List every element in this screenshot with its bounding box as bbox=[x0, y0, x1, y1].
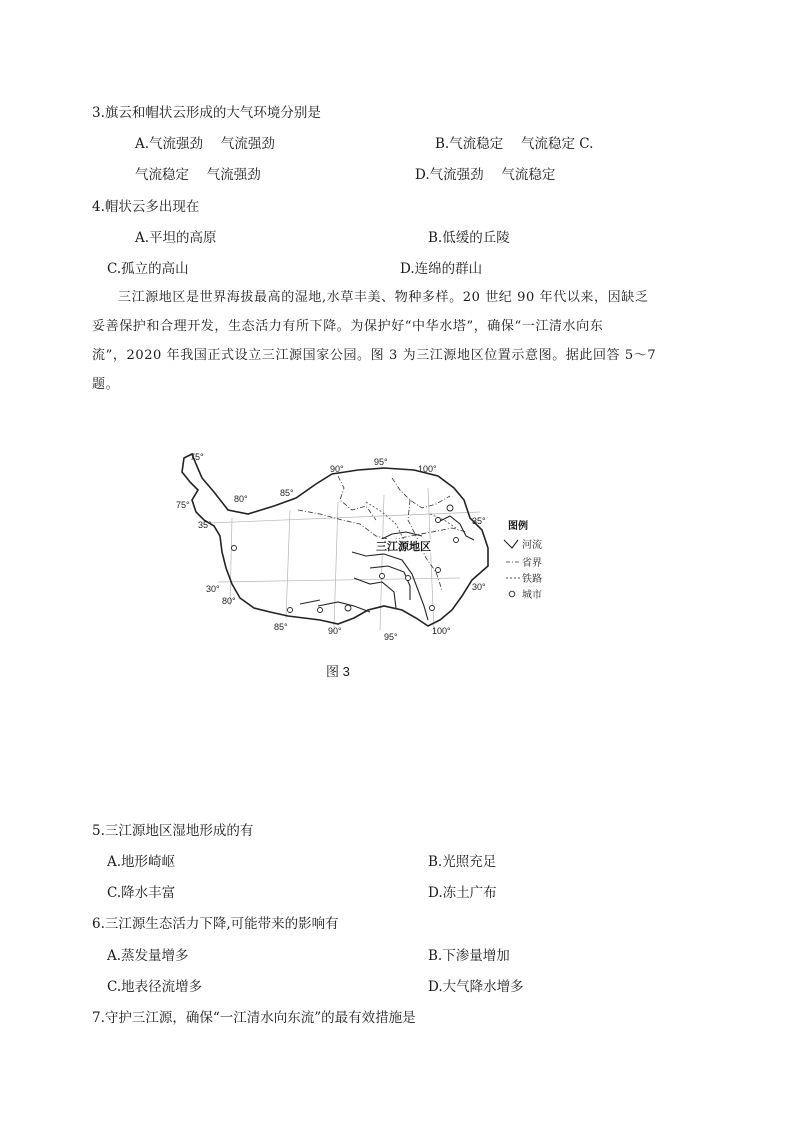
reading-passage bbox=[92, 283, 704, 399]
question-4-option-b: B.低缓的丘陵 bbox=[428, 230, 510, 246]
figure-3-map bbox=[170, 440, 570, 645]
passage-line-2: 妥善保护和合理开发，生态活力有所下降。为保护好“中华水塔”，确保“一江清水向东 bbox=[92, 319, 604, 334]
legend-city: 城市 bbox=[522, 590, 542, 601]
legend-title: 图例 bbox=[508, 521, 528, 532]
legend-city-symbol bbox=[509, 591, 515, 597]
map-svg bbox=[170, 440, 570, 645]
cities bbox=[232, 505, 459, 613]
region-label: 三江源地区 bbox=[376, 540, 431, 553]
legend-river: 河流 bbox=[522, 540, 542, 551]
question-3-option-b: B.气流稳定 气流稳定 C. bbox=[435, 136, 594, 152]
rivers bbox=[300, 516, 474, 620]
lat-label-30-left: 30° bbox=[206, 584, 220, 594]
lon-label-90-top: 90° bbox=[330, 464, 344, 474]
map-legend bbox=[504, 519, 542, 601]
graticule bbox=[210, 488, 480, 632]
lon-label-80-top: 80° bbox=[234, 494, 248, 504]
passage-line-1: 三江源地区是世界海拔最高的湿地,水草丰美、物种多样。20 世纪 90 年代以来，因缺乏 bbox=[118, 290, 649, 305]
question-5-stem: 5.三江源地区湿地形成的有 bbox=[92, 823, 254, 839]
question-6-option-b: B.下渗量增加 bbox=[428, 948, 510, 964]
question-3-option-c: 气流稳定 气流强劲 bbox=[135, 167, 261, 183]
question-6-stem: 6.三江源生态活力下降,可能带来的影响有 bbox=[92, 916, 339, 932]
question-6-option-d: D.大气降水增多 bbox=[428, 979, 524, 995]
question-3-stem: 3.旗云和帽状云形成的大气环境分别是 bbox=[92, 105, 321, 121]
lon-label-95-bottom: 95° bbox=[384, 632, 398, 642]
question-7-stem: 7.守护三江源，确保“一江清水向东流”的最有效措施是 bbox=[92, 1010, 416, 1026]
lon-label-85-top: 85° bbox=[280, 488, 294, 498]
question-4-option-c: C.孤立的高山 bbox=[107, 261, 189, 277]
passage-line-4: 题。 bbox=[92, 377, 120, 392]
lat-label-35-right: 35° bbox=[472, 516, 486, 526]
lon-label-90-bottom: 90° bbox=[328, 626, 342, 636]
lon-label-95-top: 95° bbox=[374, 457, 388, 467]
passage-line-3: 流”，2020 年我国正式设立三江源国家公园。图 3 为三江源地区位置示意图。据此回答 5～7 bbox=[92, 348, 657, 363]
lon-label-100-bottom: 100° bbox=[432, 626, 451, 636]
question-3-option-a: A.气流强劲 气流强劲 bbox=[135, 136, 275, 152]
lat-label-35-left: 35° bbox=[198, 520, 212, 530]
question-6-option-a: A.蒸发量增多 bbox=[107, 948, 189, 964]
question-5-option-d: D.冻土广布 bbox=[428, 885, 497, 901]
legend-river-symbol bbox=[504, 540, 518, 548]
legend-border: 省界 bbox=[522, 558, 542, 569]
question-4-option-d: D.连绵的群山 bbox=[400, 261, 483, 277]
question-5-option-b: B.光照充足 bbox=[428, 854, 497, 870]
lon-label-75-top: 75° bbox=[190, 452, 204, 462]
question-5-option-c: C.降水丰富 bbox=[107, 885, 176, 901]
question-5-option-a: A.地形崎岖 bbox=[107, 854, 176, 870]
question-6-option-c: C.地表径流增多 bbox=[107, 979, 203, 995]
question-4-stem: 4.帽状云多出现在 bbox=[92, 199, 200, 215]
question-3-option-d: D.气流强劲 气流稳定 bbox=[415, 167, 556, 183]
lon-label-80-bottom: 80° bbox=[222, 596, 236, 606]
question-4-option-a: A.平坦的高原 bbox=[135, 230, 217, 246]
lon-label-100-top: 100° bbox=[418, 464, 437, 474]
lon-label-85-bottom: 85° bbox=[274, 622, 288, 632]
lat-label-30-right: 30° bbox=[472, 582, 486, 592]
legend-railway: 铁路 bbox=[522, 574, 542, 585]
figure-caption: 图 3 bbox=[326, 664, 350, 679]
lon-label-75-left: 75° bbox=[176, 500, 190, 510]
